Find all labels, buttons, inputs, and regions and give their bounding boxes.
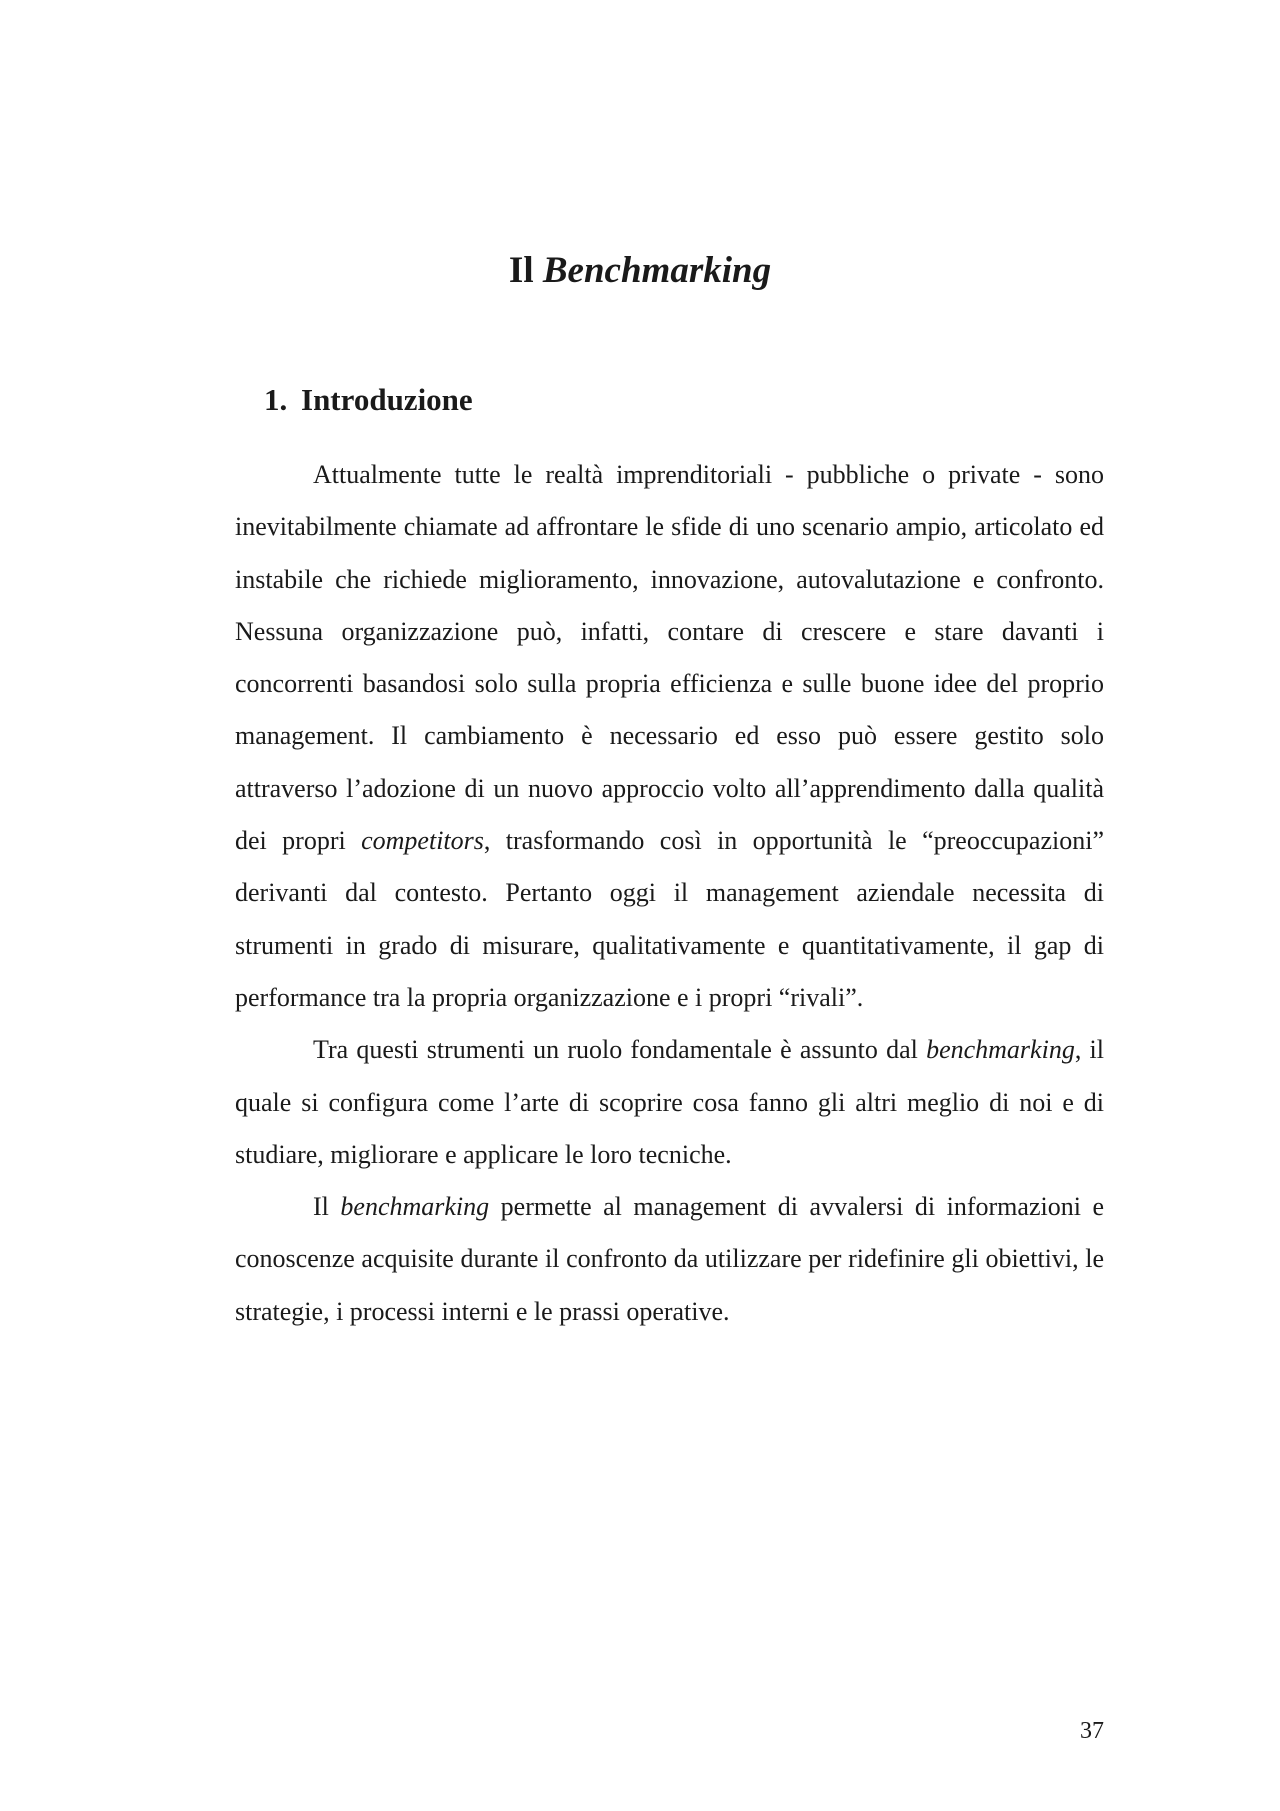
paragraph	[235, 1181, 1104, 1338]
paragraph-italic-term: competitors	[361, 826, 484, 856]
paragraph	[235, 449, 1104, 1024]
paragraph-text: Tra questi strumenti un ruolo fondamentale è assunto dal	[313, 1035, 927, 1065]
paragraph-text: , trasformando così in opportunità le “preoccupazioni” derivanti dal contesto. Pertanto oggi il management aziendale necessita di strumenti in grado di misurare, qualitativamente e quantitativamente, il gap di performance tra la propria organizzazione e i propri “rivali”.	[235, 826, 1104, 1012]
paragraph-italic-term: benchmarking	[926, 1035, 1075, 1065]
page-number: 37	[1080, 1718, 1104, 1744]
section-heading	[264, 380, 473, 420]
paragraph-text: permette al management di avvalersi di informazioni e conoscenze acquisite durante il confronto da utilizzare per ridefinire gli obiettivi, le strategie, i processi interni e le prassi operative.	[235, 1192, 1104, 1326]
chapter-title-italic: Benchmarking	[542, 250, 772, 291]
chapter-title	[0, 248, 1280, 294]
paragraph-text: Attualmente tutte le realtà imprenditoriali - pubbliche o private - sono inevitabilmente chiamate ad affrontare le sfide di uno scenario ampio, articolato ed instabile che richiede miglioramento, innovazione, autovalutazione e confronto. Nessuna organizzazione può, infatti, contare di crescere e stare davanti i concorrenti basandosi solo sulla propria efficienza e sulle buone idee del proprio management. Il cambiamento è necessario ed esso può essere gestito solo attraverso l’adozione di un nuovo approccio volto all’apprendimento dalla qualità dei propri	[235, 460, 1104, 856]
section-title: Introduzione	[301, 382, 473, 417]
section-number: 1.	[264, 382, 288, 417]
paragraph	[235, 1024, 1104, 1181]
paragraph-italic-term: benchmarking	[340, 1192, 490, 1222]
paragraph-text: , il quale si configura come l’arte di scoprire cosa fanno gli altri meglio di noi e di studiare, migliorare e applicare le loro tecniche.	[235, 1035, 1104, 1169]
paragraph-text: Il	[313, 1192, 341, 1222]
body-text	[235, 449, 1104, 1338]
chapter-title-prefix: Il	[508, 250, 534, 291]
